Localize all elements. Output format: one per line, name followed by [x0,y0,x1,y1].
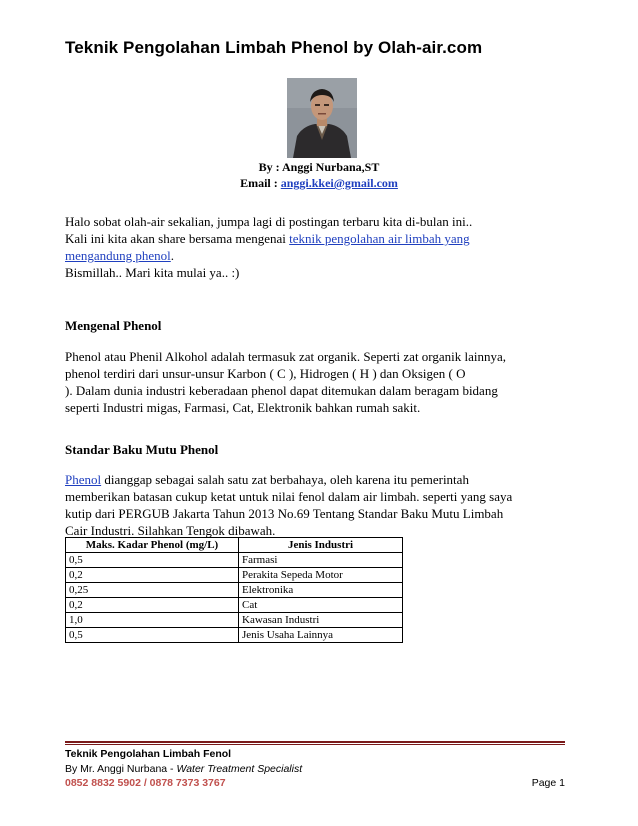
table-cell: Kawasan Industri [239,613,403,628]
section-2-line [65,471,575,488]
intro-line-4: Bismillah.. Mari kita mulai ya.. :) [65,265,240,280]
page-number: Page 1 [531,777,565,789]
table-row [66,613,403,628]
section-2-paragraph [65,471,575,539]
table-cell: Cat [239,598,403,613]
footer-phones: 0852 8832 5902 / 0878 7373 3767 [65,777,226,789]
section-2-line: memberikan batasan cukup ketat untuk nilai fenol dalam air limbah. seperti yang saya [65,489,513,504]
author-email-line [0,176,638,191]
table-header-row [66,538,403,553]
section-1-paragraph [65,348,575,416]
table-header-cell: Maks. Kadar Phenol (mg/L) [66,538,239,553]
table-cell: 0,25 [66,583,239,598]
section-1-line: Phenol atau Phenil Alkohol adalah termasuk zat organik. Seperti zat organik lainnya, [65,349,507,364]
intro-line-3 [65,247,575,264]
table-row [66,553,403,568]
intro-line-3-text: . [170,248,175,263]
intro-line-1: Halo sobat olah-air sekalian, jumpa lagi di postingan terbaru kita di-bulan ini.. [65,214,473,229]
table-cell: 0,5 [66,628,239,643]
section-1-line: ). Dalam dunia industri keberadaan phenol dapat ditemukan dalam beragam bidang [65,383,498,398]
author-photo [287,78,357,158]
table-row [66,568,403,583]
article-link-part-2[interactable]: mengandung phenol [65,248,171,263]
author-byline: By : Anggi Nurbana,ST [258,160,380,174]
section-1-line: phenol terdiri dari unsur-unsur Karbon ( C ), Hidrogen ( H ) dan Oksigen ( O [65,366,466,381]
table-cell: 0,2 [66,568,239,583]
footer-author-role: Water Treatment Specialist [176,763,303,775]
table-cell: Elektronika [239,583,403,598]
table-cell: 0,5 [66,553,239,568]
section-2-line: Cair Industri. Silahkan Tengok dibawah. [65,523,276,538]
phenol-link[interactable]: Phenol [65,472,102,487]
footer-author [65,763,302,775]
section-heading-standar-baku-mutu: Standar Baku Mutu Phenol [65,442,219,457]
intro-line-2-text: Kali ini kita akan share bersama mengenai [65,231,290,246]
table-row [66,598,403,613]
document-title: Teknik Pengolahan Limbah Phenol by Olah-air.com [65,38,483,57]
author-photo-image [287,78,357,158]
section-2-line: kutip dari PERGUB Jakarta Tahun 2013 No.69 Tentang Standar Baku Mutu Limbah [65,506,504,521]
table-cell: Jenis Usaha Lainnya [239,628,403,643]
phenol-standard-table [65,537,403,643]
section-heading-mengenal-phenol: Mengenal Phenol [65,318,162,333]
intro-paragraph [65,213,575,281]
intro-line-2 [65,230,575,247]
section-2-line-1-text: dianggap sebagai salah satu zat berbahaya, oleh karena itu pemerintah [101,472,469,487]
section-1-line: seperti Industri migas, Farmasi, Cat, Elektronik bahkan rumah sakit. [65,400,421,415]
table-row [66,583,403,598]
table-cell: 1,0 [66,613,239,628]
table-cell: 0,2 [66,598,239,613]
email-link[interactable]: anggi.kkei@gmail.com [280,176,398,190]
article-link-part-1[interactable]: teknik pengolahan air limbah yang [289,231,470,246]
table-cell: Farmasi [239,553,403,568]
table-header-cell: Jenis Industri [239,538,403,553]
footer-title: Teknik Pengolahan Limbah Fenol [65,748,232,760]
footer-author-name: By Mr. Anggi Nurbana - [65,763,177,775]
email-label: Email : [240,176,281,190]
footer-divider [65,744,565,745]
table-cell: Perakita Sepeda Motor [239,568,403,583]
table-row [66,628,403,643]
footer-divider [65,741,565,743]
